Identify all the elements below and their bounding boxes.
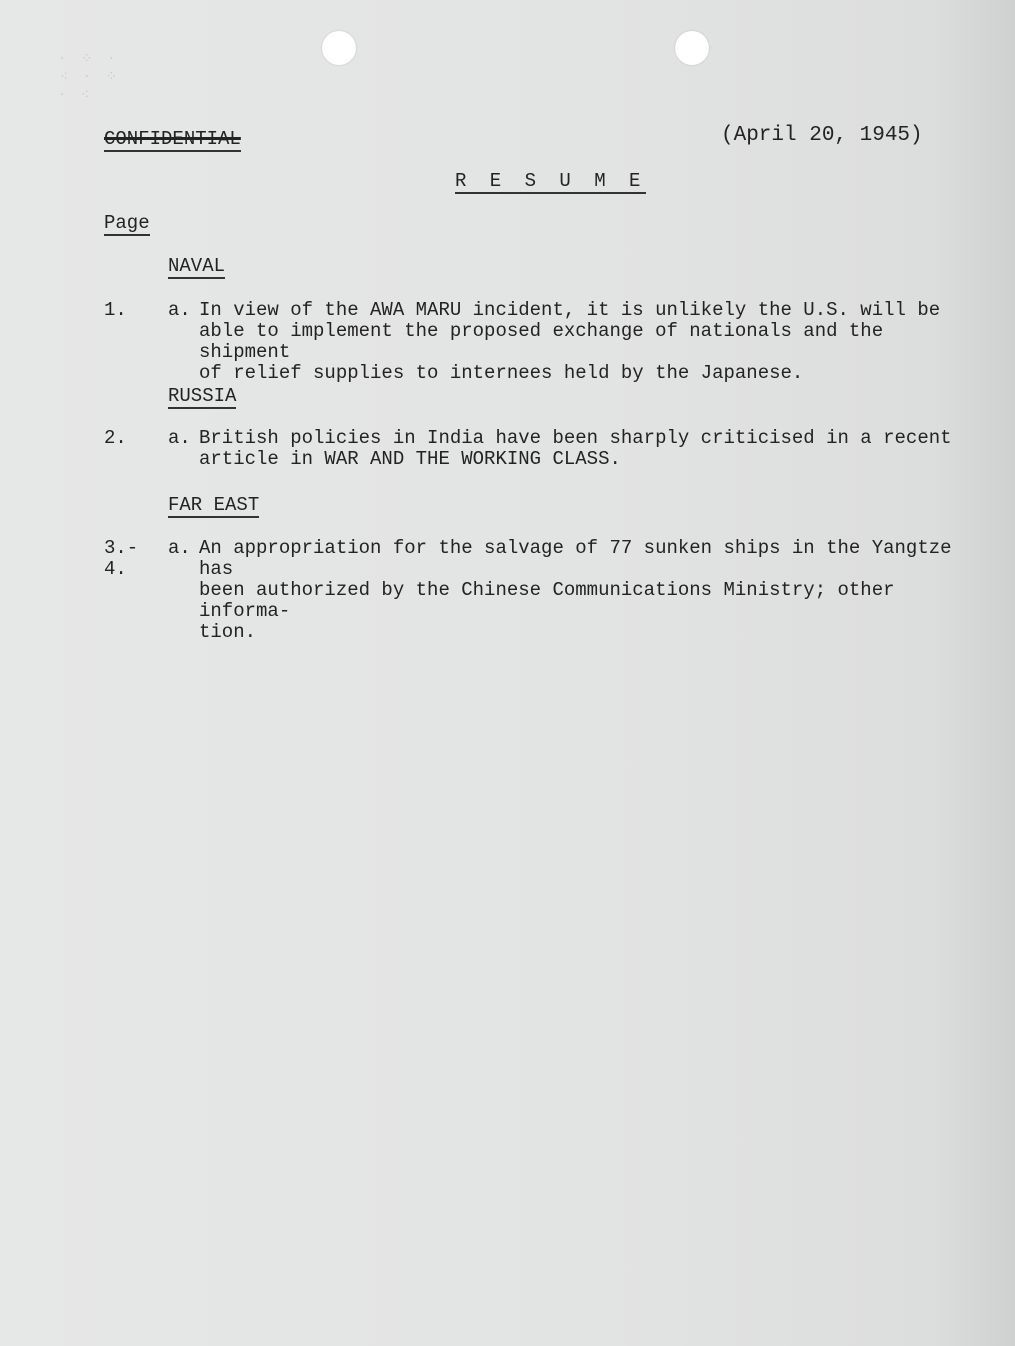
embossed-seal-mark: · ⁘ · ⁖ · ⁘ · ⁖	[60, 51, 124, 103]
punch-hole-left	[322, 31, 356, 65]
item-page-number: 1.	[104, 299, 127, 321]
document-date: (April 20, 1945)	[721, 124, 923, 147]
section-heading-russia: RUSSIA	[168, 385, 237, 407]
item-letter: a.	[168, 299, 191, 321]
document-title: R E S U M E	[455, 170, 647, 192]
item-text-naval: In view of the AWA MARU incident, it is unlikely the U.S. will be able to implement the proposed exchange of nationals and the shipment of relief supplies to internees held by the Japanese.	[199, 299, 941, 384]
item-page-number: 2.	[104, 427, 127, 449]
page-column-label: Page	[104, 212, 150, 234]
item-letter: a.	[168, 427, 191, 449]
punch-hole-right	[675, 31, 709, 65]
section-heading-naval: NAVAL	[168, 255, 226, 277]
section-heading-far-east: FAR EAST	[168, 494, 260, 516]
item-text-far-east: An appropriation for the salvage of 77 sunken ships in the Yangtze has been authorized by the Chinese Communications Ministry; other informa- tion.	[199, 537, 952, 643]
item-text-russia: British policies in India have been sharply criticised in a recent article in WAR AND THE WORKING CLASS.	[199, 427, 952, 470]
classification-marking: CONFIDENTIAL	[104, 128, 241, 150]
item-page-number: 3.- 4.	[104, 537, 139, 580]
item-letter: a.	[168, 537, 191, 559]
